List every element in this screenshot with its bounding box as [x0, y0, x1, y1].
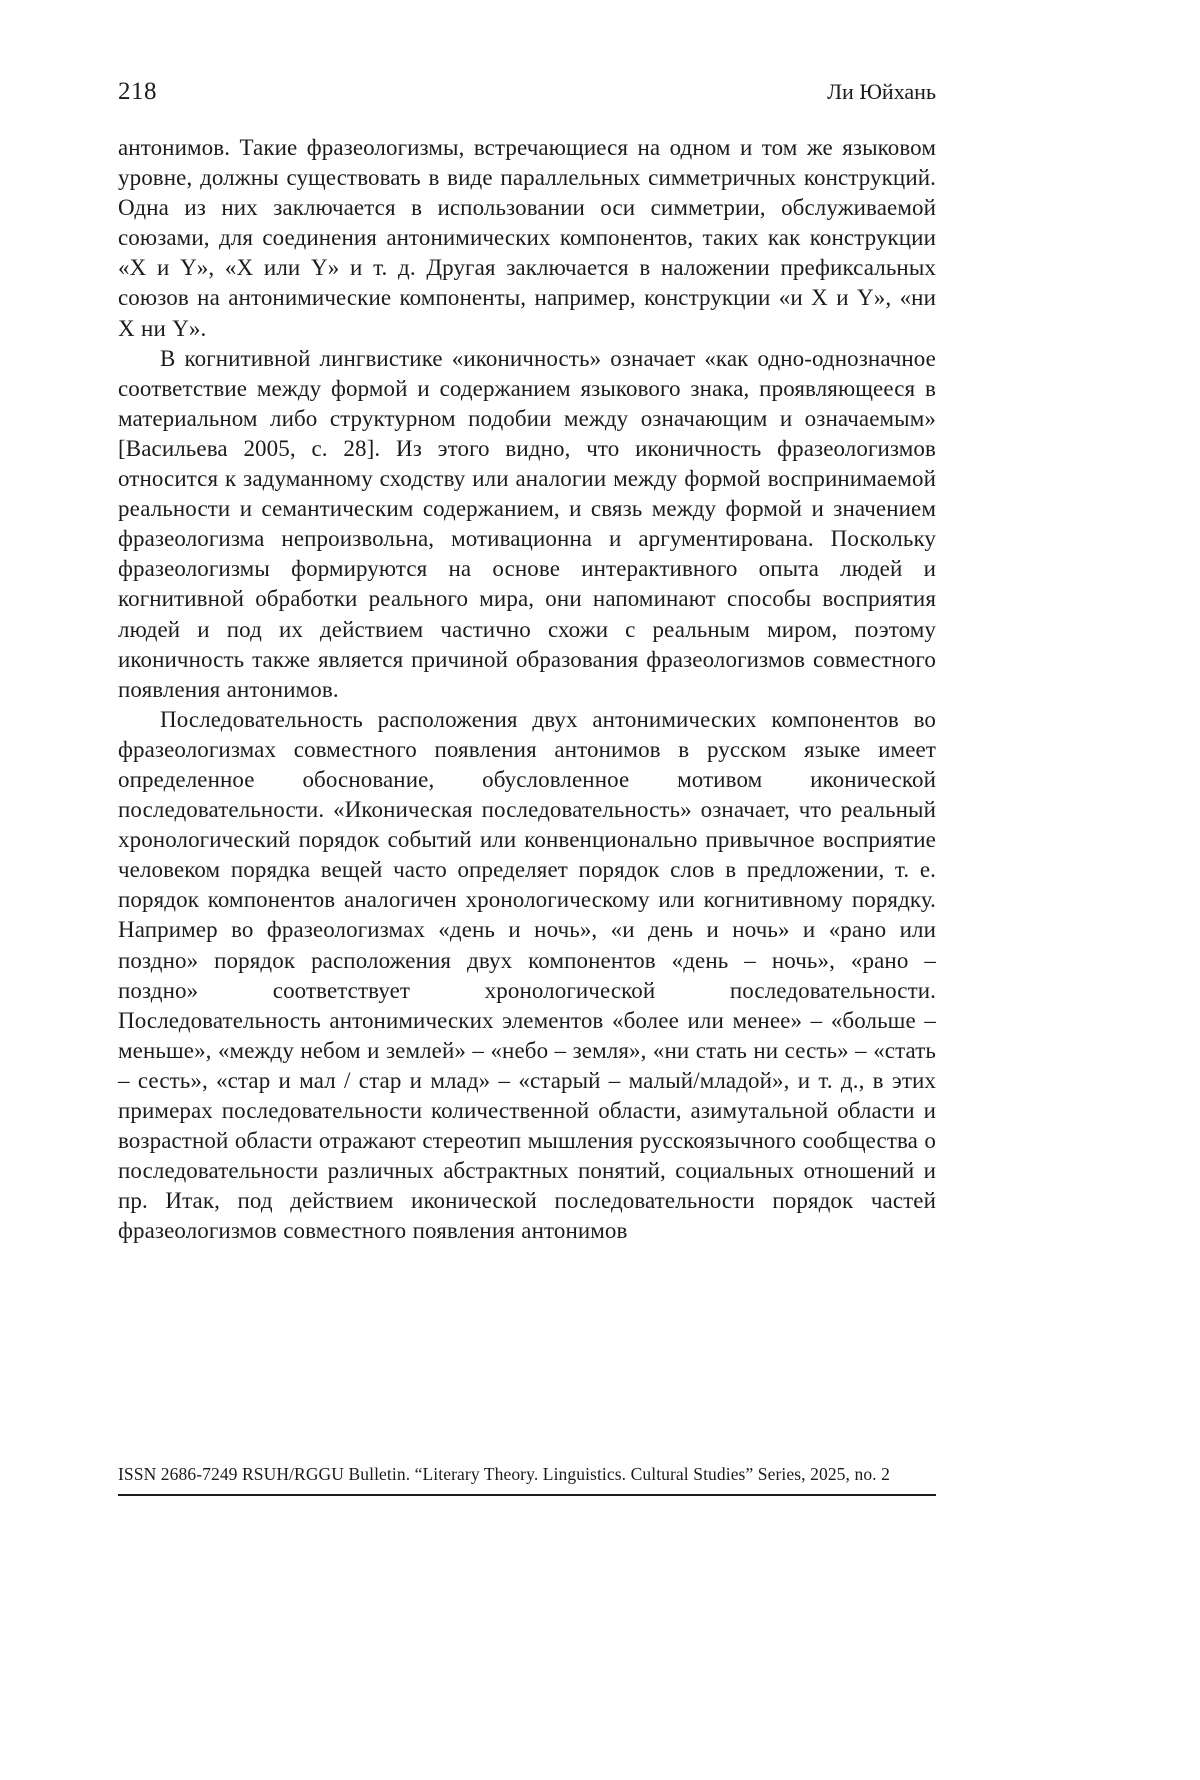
page-footer [118, 1462, 936, 1496]
paragraph: антонимов. Такие фразеологизмы, встречающиеся на одном и том же языковом уровне, должны существовать в виде параллельных симметричных конструкций. Одна из них заключается в использовании оси симметрии, обслуживаемой союзами, для соединения антонимических компонентов, таких как конструкции «X и Y», «X или Y» и т. д. Другая заключается в наложении префиксальных союзов на антонимические компоненты, например, конструкции «и X и Y», «ни X ни Y». [118, 135, 936, 341]
page-number: 218 [118, 78, 157, 105]
journal-issn-line: ISSN 2686-7249 RSUH/RGGU Bulletin. “Literary Theory. Linguistics. Cultural Studies” Series, 2025, no. 2 [118, 1464, 890, 1484]
footer-rule [118, 1494, 936, 1496]
paragraph: Последовательность расположения двух антонимических компонентов во фразеологизмах совместного появления антонимов в русском языке имеет определенное обоснование, обусловленное мотивом иконической последовательности. «Иконическая последовательность» означает, что реальный хронологический порядок событий или конвенционально привычное восприятие человеком порядка вещей часто определяет порядок слов в предложении, т. е. порядок компонентов аналогичен хронологическому или когнитивному порядку. Например во фразеологизмах «день и ночь», «и день и ночь» и «рано или поздно» порядок расположения двух компонентов «день – ночь», «рано – поздно» соответствует хронологической последовательности. Последовательность антонимических элементов «более или менее» – «больше – меньше», «между небом и землей» – «небо – земля», «ни стать ни сесть» – «стать – сесть», «стар и мал / стар и млад» – «старый – малый/младой», и т. д., в этих примерах последовательности количественной области, азимутальной области и возрастной области отражают стереотип мышления русскоязычного сообщества о последовательности различных абстрактных понятий, социальных отношений и пр. Итак, под действием иконической последовательности порядок частей фразеологизмов совместного появления антонимов [118, 706, 936, 1244]
running-head-author: Ли Юйхань [827, 79, 936, 104]
paragraph: В когнитивной лингвистике «иконичность» означает «как одно-однозначное соответствие между формой и содержанием языкового знака, проявляющееся в материальном либо структурном подобии между означающим и означаемым» [Васильева 2005, с. 28]. Из этого видно, что иконичность фразеологизмов относится к задуманному сходству или аналогии между формой воспринимаемой реальности и семантическим содержанием, и связь между формой и значением фразеологизма непроизвольна, мотивационна и аргументирована. Поскольку фразеологизмы формируются на основе интерактивного опыта людей и когнитивной обработки реального мира, они напоминают способы восприятия людей и под их действием частично схожи с реальным миром, поэтому иконичность также является причиной образования фразеологизмов совместного появления антонимов. [118, 345, 936, 702]
running-header [118, 78, 936, 106]
article-body [118, 133, 936, 1246]
